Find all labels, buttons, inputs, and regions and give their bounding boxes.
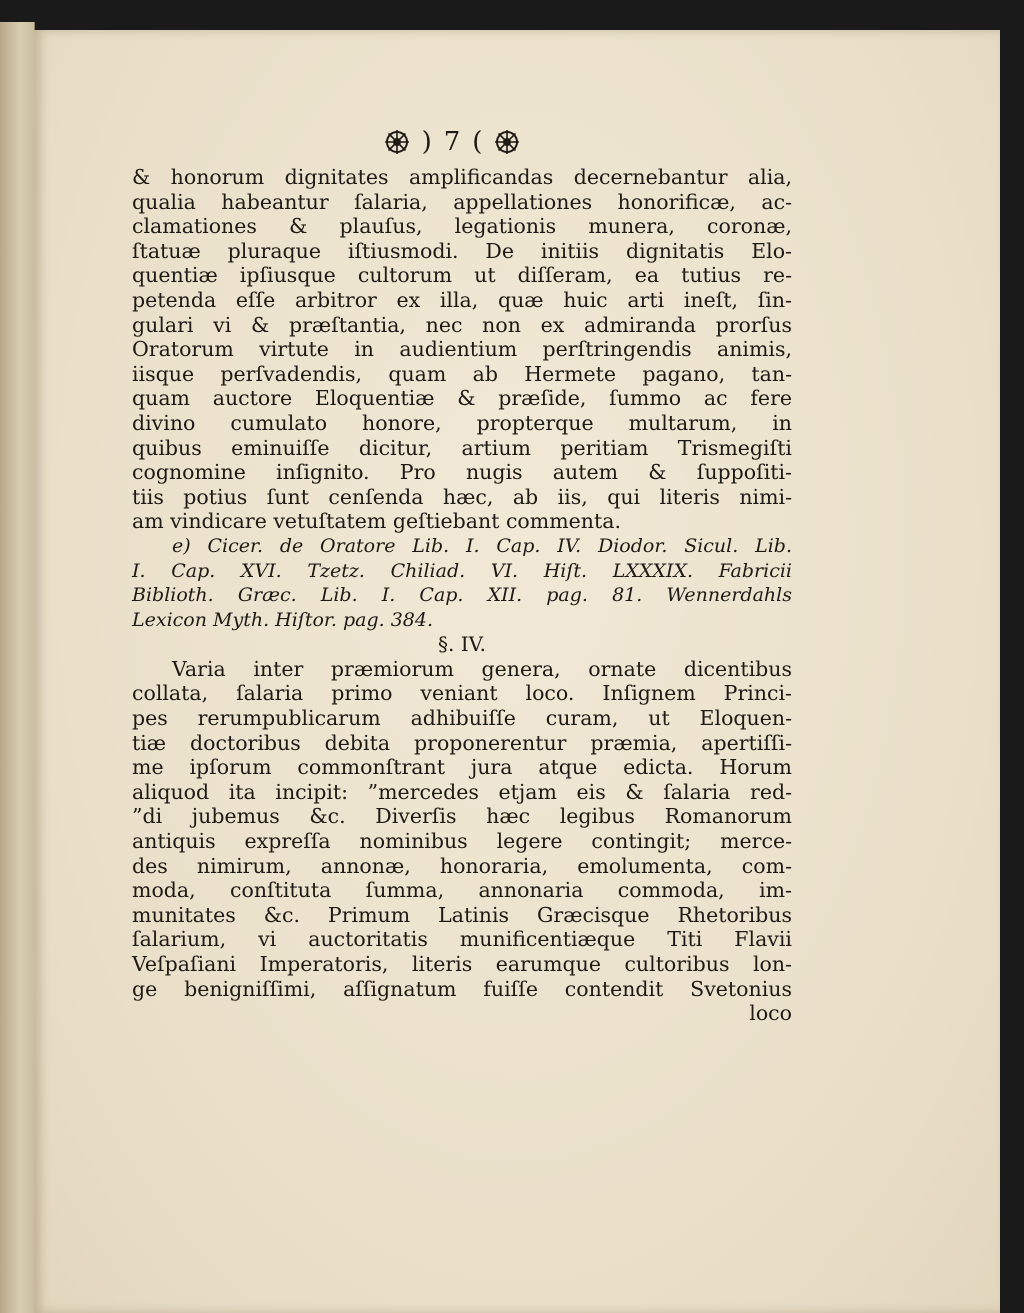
- catchword: loco: [749, 1001, 792, 1026]
- text-line: tiis potius ſunt cenſenda hæc, ab iis, qui literis nimi-: [132, 484, 792, 509]
- text-line: Varia inter præmiorum genera, ornate dicentibus: [172, 656, 792, 681]
- text-line: antiquis expreſſa nominibus legere contingit; merce-: [132, 829, 792, 854]
- text-line: Veſpaſiani Imperatoris, literis earumque cultoribus lon-: [132, 952, 792, 976]
- text-line: am vindicare vetuſtatem geſtiebant commenta.: [132, 509, 621, 534]
- text-line: qualia habeantur ſalaria, appellationes honorificæ, ac-: [132, 189, 792, 214]
- section-paragraph: [132, 657, 792, 1001]
- footnote-line: e) Cicer. de Oratore Lib. I. Cap. IV. Diodor. Sicul. Lib.: [172, 534, 792, 557]
- text-line: quentiæ ipſiusque cultorum ut diſſeram, ea tutius re-: [132, 263, 792, 288]
- text-line: cognomine inſignito. Pro nugis autem & ſuppoſiti-: [132, 460, 792, 485]
- text-line: des nimirum, annonæ, honoraria, emolumenta, com-: [132, 853, 792, 878]
- text-line: collata, ſalaria primo veniant loco. Inſignem Princi-: [132, 681, 792, 706]
- page-header: [332, 122, 572, 162]
- text-line: iisque perſvadendis, quam ab Hermete pagano, tan-: [132, 361, 792, 386]
- text-line: ”di jubemus &c. Diverſis hæc legibus Romanorum: [132, 804, 792, 829]
- text-line: ſtatuæ pluraque iſtiusmodi. De initiis dignitatis Elo-: [132, 238, 792, 263]
- footnote-line: Biblioth. Græc. Lib. I. Cap. XII. pag. 81. Wennerdahls: [132, 584, 792, 607]
- text-line: & honorum dignitates amplificandas decernebantur alia,: [132, 165, 792, 189]
- text-line: petenda eſſe arbitror ex illa, quæ huic arti ineſt, ſin-: [132, 287, 792, 312]
- header-paren-right: ): [421, 127, 432, 157]
- text-line: divino cumulato honore, propterque multarum, in: [132, 410, 792, 435]
- body-paragraph: [132, 165, 792, 534]
- text-line: me ipſorum commonſtrant jura atque edicta. Horum: [132, 755, 792, 780]
- text-line: ge benigniſſimi, aſſignatum fuiſſe contendit Svetonius: [132, 976, 792, 1001]
- text-line: aliquod ita incipit: ”mercedes etjam eis & ſalaria red-: [132, 779, 792, 804]
- text-line: clamationes & plauſus, legationis munera, coronæ,: [132, 214, 792, 239]
- text-line: moda, conſtituta ſumma, annonaria commoda, im-: [132, 878, 792, 903]
- text-line: quibus eminuiſſe dicitur, artium peritiam Trismegiſti: [132, 435, 792, 460]
- ornament-right-icon: [494, 129, 520, 155]
- text-line: munitates &c. Primum Latinis Græcisque Rhetoribus: [132, 902, 792, 927]
- section-heading: §. IV.: [438, 632, 486, 657]
- text-line: gulari vi & præſtantia, nec non ex admiranda prorſus: [132, 312, 792, 337]
- header-paren-left: (: [472, 127, 483, 157]
- text-line: pes rerumpublicarum adhibuiſſe curam, ut Eloquen-: [132, 706, 792, 731]
- text-line: quam auctore Eloquentiæ & præſide, ſummo ac fere: [132, 386, 792, 411]
- text-line: ſalarium, vi auctoritatis munificentiæque Titi Flavii: [132, 927, 792, 952]
- previous-page-edge: [0, 22, 35, 1313]
- footnote-line: I. Cap. XVI. Tzetz. Chiliad. VI. Hiſt. LXXXIX. Fabricii: [132, 559, 792, 582]
- text-line: tiæ doctoribus debita proponerentur præmia, apertiſſi-: [132, 730, 792, 755]
- text-line: Oratorum virtute in audientium perſtringendis animis,: [132, 337, 792, 362]
- page-text: [132, 165, 792, 1026]
- footnote: [132, 534, 792, 632]
- footnote-line: Lexicon Myth. Hiſtor. pag. 384.: [132, 608, 434, 631]
- ornament-left-icon: [384, 129, 410, 155]
- page-number: 7: [443, 127, 461, 157]
